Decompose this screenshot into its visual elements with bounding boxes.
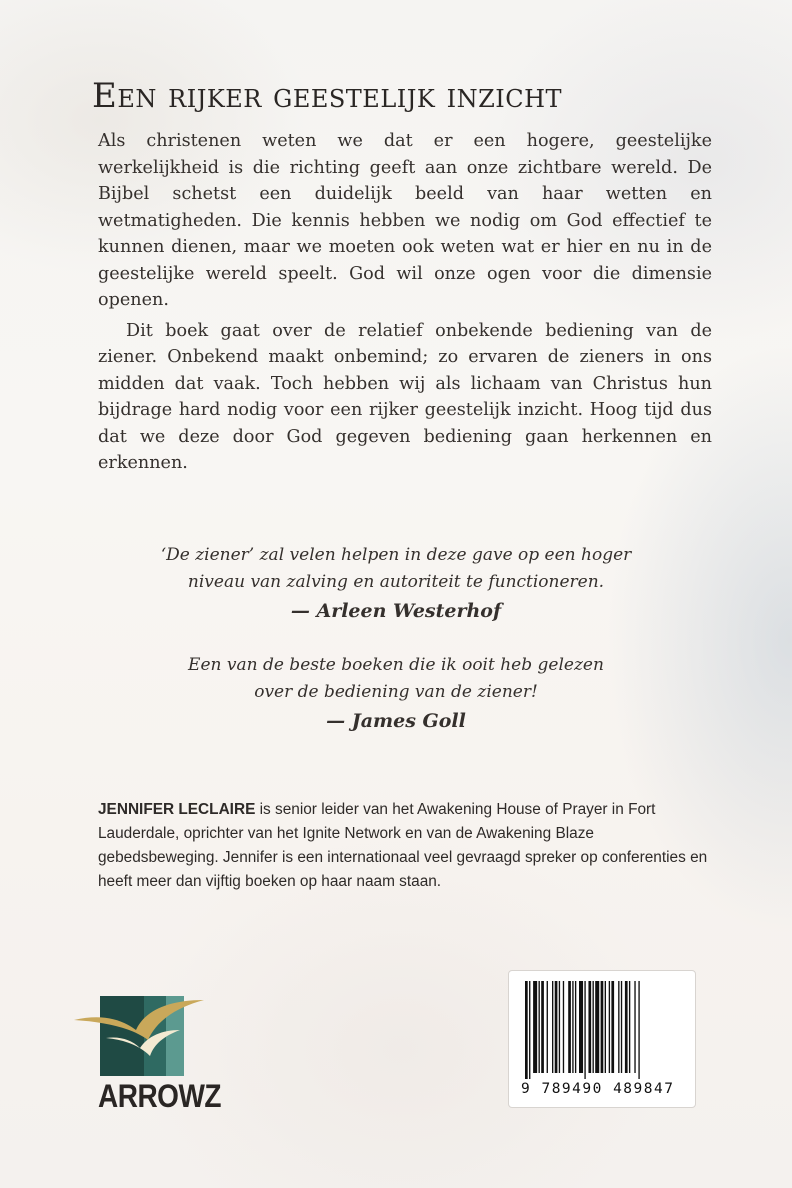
author-bio-text: is senior leider van het Awakening House of Prayer in Fort Lauderdale, oprichter van het Ignite Network en van de Awakening Blaze gebedsbeweging. Jennifer is een internationaal veel gevraagd spreker op conferenties en heeft meer dan vijftig boeken op haar naam staan. [98, 801, 708, 890]
endorsement-1-author: — Arleen Westerhof [290, 600, 502, 622]
barcode-icon [523, 981, 683, 1079]
endorsement-2-author: — James Goll [326, 710, 466, 732]
isbn-number: 9 789490 489847 [521, 1081, 675, 1097]
cover-title: Een rijker geestelijk inzicht [92, 76, 563, 116]
publisher-name: ARROWZ [98, 1078, 221, 1114]
blurb-paragraph-1: Als christenen weten we dat er een hogere, geestelijke werkelijkheid is die richting geeft aan onze zichtbare wereld. De Bijbel schetst een duidelijk beeld van haar wetten en wetmatigheden. Die kennis hebben we nodig om God effectief te kunnen dienen, maar we moeten ook weten wat er hier en nu in de geestelijke wereld speelt. God wil onze ogen voor die dimensie openen. [98, 131, 712, 310]
endorsement-1-line-1: ‘De ziener’ zal velen helpen in deze gave op een hoger [160, 545, 632, 565]
author-bio [98, 798, 718, 894]
endorsement-1-line-2: niveau van zalving en autoriteit te functioneren. [187, 572, 605, 592]
blurb-paragraph-2: Dit boek gaat over de relatief onbekende bediening van de ziener. Onbekend maakt onbemind; zo ervaren de zieners in ons midden dat vaak. Toch hebben wij als lichaam van Christus hun bijdrage hard nodig voor een rijker geestelijk inzicht. Hoog tijd dus dat we deze door God gegeven bediening gaan herkennen en erkennen. [98, 320, 712, 473]
barcode [508, 970, 696, 1108]
endorsement-1 [120, 542, 672, 626]
endorsement-2-line-2: over de bediening van de ziener! [254, 682, 538, 702]
blurb [98, 128, 712, 477]
author-name: JENNIFER LECLAIRE [98, 801, 256, 818]
endorsement-2 [120, 652, 672, 736]
endorsement-2-line-1: Een van de beste boeken die ik ooit heb gelezen [188, 655, 604, 675]
endorsements [120, 542, 672, 762]
